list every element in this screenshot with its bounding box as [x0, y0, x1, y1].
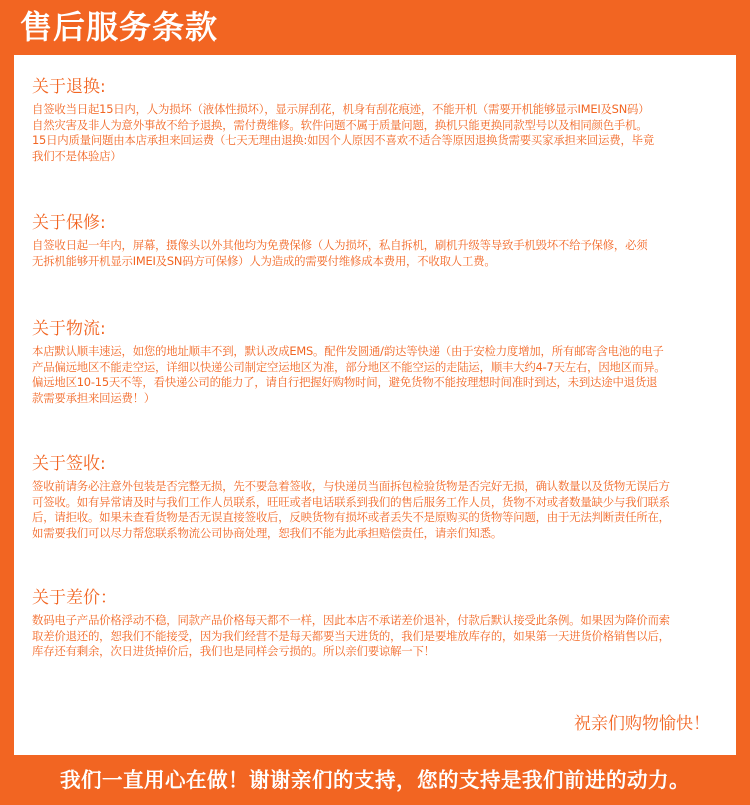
section-title: 关于保修:	[32, 213, 106, 233]
body-line: 数码电子产品价格浮动不稳，同款产品价格每天都不一样，因此本店不承诺差价退补，付款后默认接受此条例。如果因为降价而索	[32, 613, 670, 627]
body-line: 自然灾害及非人为意外事故不给予退换，需付费维修。软件问题不属于质量问题，换机只能更换同款型号以及相同颜色手机。	[32, 117, 648, 132]
body-line: 偏远地区10-15天不等，看快递公司的能力了，请自行把握好购物时间，避免货物不能按理想时间准时到达，未到达途中退货退	[32, 375, 658, 390]
body-line: 自签收日起一年内，屏幕，摄像头以外其他均为免费保修（人为损坏，私自拆机，刷机升级等导致手机毁坏不给予保修，必须	[32, 238, 648, 252]
section-body	[32, 613, 722, 660]
body-line: 产品偏远地区不能走空运，详细以快递公司制定空运地区为准，部分地区不能空运的走陆运，顺丰大约4-7天左右，因地区而异。	[32, 359, 666, 374]
section-title: 关于退换:	[32, 77, 106, 97]
body-line: 自签收当日起15日内，人为损坏（液体性损坏），显示屏刮花，机身有刮花痕迹，不能开机（需要开机能够显示IMEI及SN码）	[32, 102, 650, 116]
body-line: 可签收。如有异常请及时与我们工作人员联系，旺旺或者电话联系到我们的售后服务工作人员，货物不对或者数量缺少与我们联系	[32, 494, 670, 509]
closing-message: 祝亲们购物愉快！	[574, 714, 710, 734]
footer-bar	[0, 756, 750, 805]
section-title: 关于差价：	[32, 588, 117, 608]
body-line: 签收前请务必注意外包装是否完整无损，先不要急着签收，与快递员当面拆包检验货物是否完好无损，确认数量以及货物无误后方	[32, 479, 670, 493]
body-line: 如需要我们可以尽力帮您联系物流公司协商处理，恕我们不能为此承担赔偿责任，请亲们知悉。	[32, 525, 503, 540]
header-bar	[0, 0, 750, 55]
body-line: 无拆机能够开机显示IMEI及SN码方可保修）人为造成的需要付维修成本费用，不收取人工费。	[32, 253, 496, 268]
body-line: 我们不是体验店）	[32, 148, 122, 163]
body-line: 库存还有剩余，次日进货掉价后，我们也是同样会亏损的。所以亲们要谅解一下！	[32, 644, 435, 659]
section-title: 关于物流:	[32, 319, 106, 339]
body-line: 取差价退还的，恕我们不能接受，因为我们经营不是每天都要当天进货的，我们是要堆放库存的，如果第一天进货价格销售以后，	[32, 628, 670, 643]
body-line: 款需要承担来回运费！）	[32, 390, 156, 405]
section-body	[32, 102, 722, 164]
body-line: 15日内质量问题由本店承担来回运费（七天无理由退换:如因个人原因不喜欢不适合等原因退换货需要买家承担来回运费，毕竟	[32, 133, 655, 148]
section-body	[32, 479, 722, 541]
section-body	[32, 238, 722, 269]
section-title: 关于签收:	[32, 454, 106, 474]
page-title: 售后服务条款	[20, 8, 219, 46]
body-line: 后，请拒收。如果未查看货物是否无误直接签收后，反映货物有损坏或者丢失不是原购买的货物等问题，由于无法判断责任所在，	[32, 510, 670, 525]
content-panel	[14, 55, 736, 755]
body-line: 本店默认顺丰速运，如您的地址顺丰不到，默认改成EMS。配件发圆通/韵达等快递（由于安检力度增加，所有邮寄含电池的电子	[32, 344, 664, 358]
section-price-difference	[32, 588, 722, 660]
section-body	[32, 344, 722, 406]
section-signing	[32, 454, 722, 541]
section-shipping	[32, 319, 722, 406]
section-warranty	[32, 213, 722, 269]
section-returns	[32, 77, 722, 164]
footer-slogan: 我们一直用心在做！谢谢亲们的支持，您的支持是我们前进的动力。	[60, 768, 690, 792]
